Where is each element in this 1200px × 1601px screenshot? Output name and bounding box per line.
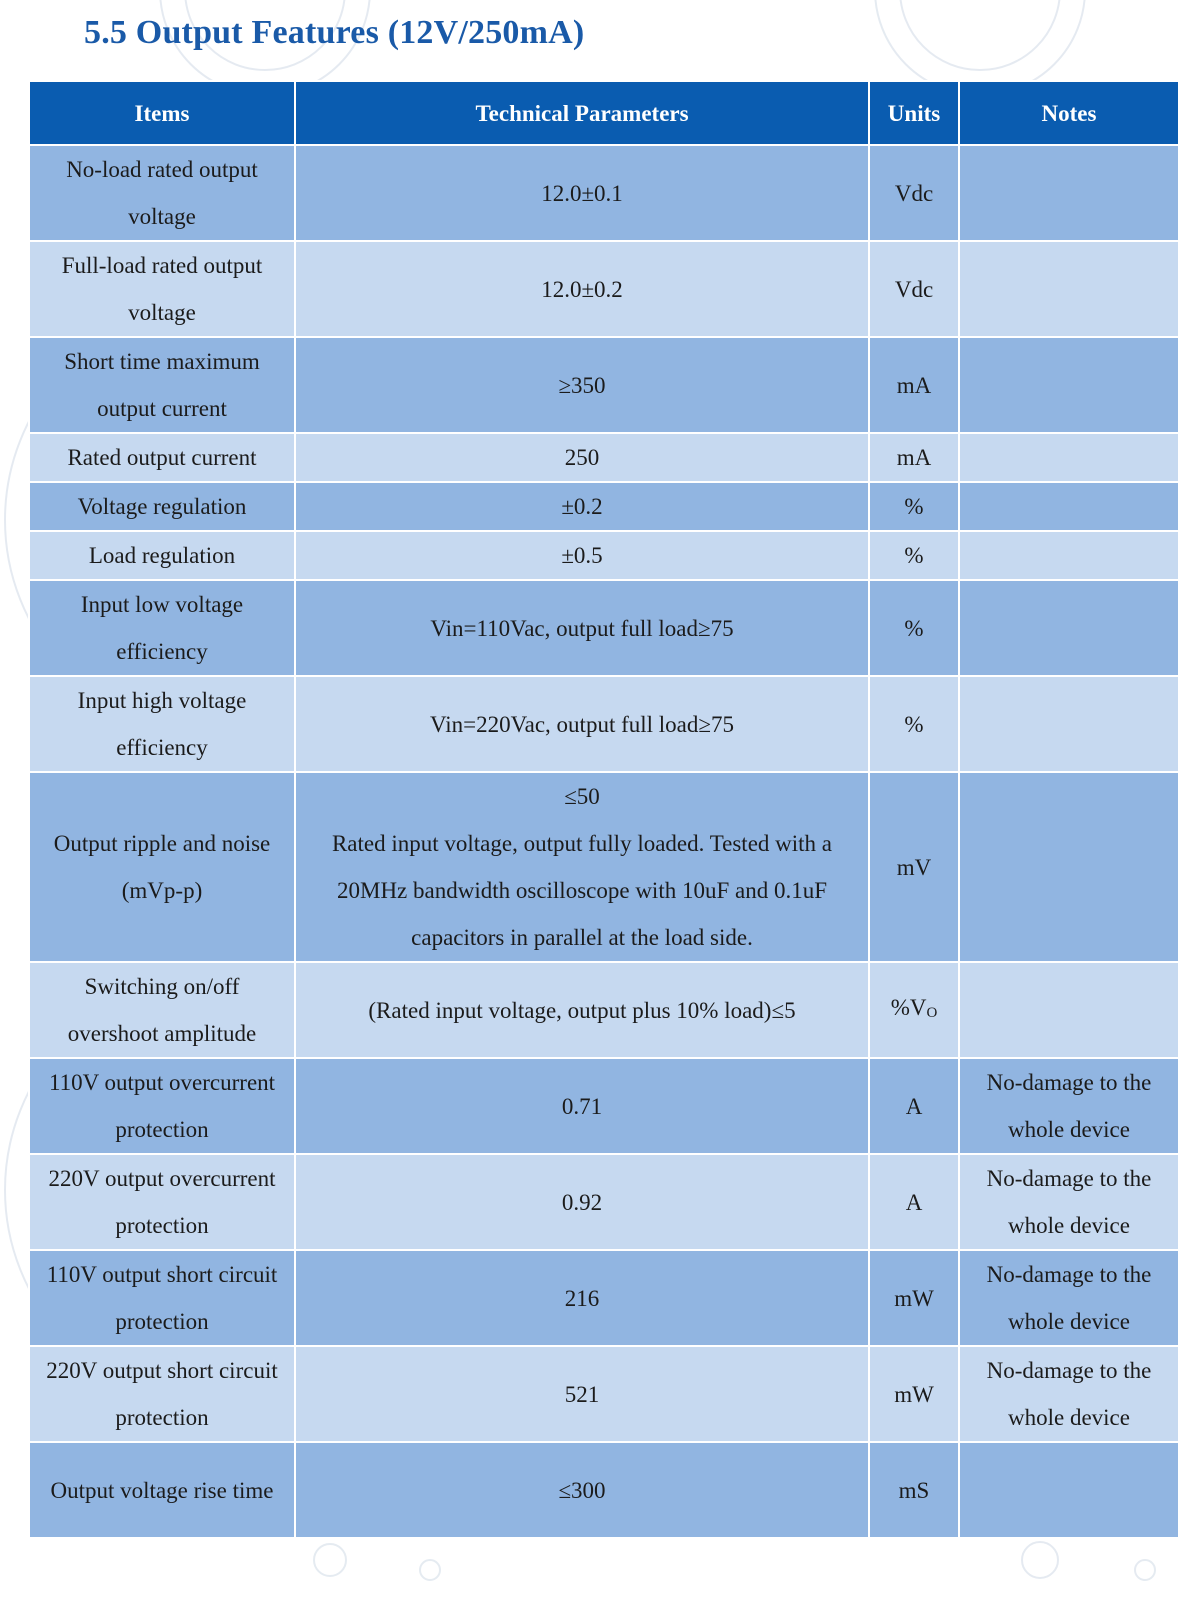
table-row (29, 433, 1179, 482)
item-cell: No-load rated output voltage (29, 145, 295, 241)
item-cell: 220V output overcurrent protection (29, 1154, 295, 1250)
parameter-cell: (Rated input voltage, output plus 10% load)≤5 (295, 962, 869, 1058)
table-row (29, 1442, 1179, 1538)
note-cell (959, 241, 1179, 337)
parameter-cell (295, 772, 869, 962)
item-cell: Output ripple and noise (mVp-p) (29, 772, 295, 962)
unit-cell: % (869, 531, 959, 580)
parameter-cell: 0.92 (295, 1154, 869, 1250)
table-row (29, 1154, 1179, 1250)
unit-cell: Vdc (869, 145, 959, 241)
unit-cell (869, 962, 959, 1058)
note-cell (959, 531, 1179, 580)
header-items: Items (29, 81, 295, 145)
table-row (29, 962, 1179, 1058)
note-cell (959, 1442, 1179, 1538)
note-cell: No-damage to the whole device (959, 1058, 1179, 1154)
item-cell: Switching on/off overshoot amplitude (29, 962, 295, 1058)
parameter-cell: ±0.2 (295, 482, 869, 531)
note-cell (959, 482, 1179, 531)
unit-cell: % (869, 676, 959, 772)
note-cell (959, 676, 1179, 772)
item-cell: Load regulation (29, 531, 295, 580)
table-row (29, 676, 1179, 772)
parameter-cell: ≥350 (295, 337, 869, 433)
note-cell: No-damage to the whole device (959, 1250, 1179, 1346)
note-cell (959, 433, 1179, 482)
parameter-cell: 0.71 (295, 1058, 869, 1154)
item-cell: Rated output current (29, 433, 295, 482)
note-cell (959, 337, 1179, 433)
item-cell: Input low voltage efficiency (29, 580, 295, 676)
page-title: 5.5 Output Features (12V/250mA) (84, 14, 585, 51)
parameter-cell: 12.0±0.2 (295, 241, 869, 337)
header-units: Units (869, 81, 959, 145)
table-row (29, 145, 1179, 241)
table-row (29, 1346, 1179, 1442)
note-cell (959, 145, 1179, 241)
note-cell (959, 962, 1179, 1058)
unit-cell: mS (869, 1442, 959, 1538)
note-cell (959, 772, 1179, 962)
unit-subscript: O (926, 1004, 938, 1021)
item-cell: Voltage regulation (29, 482, 295, 531)
table-row (29, 482, 1179, 531)
table-row (29, 1058, 1179, 1154)
unit-cell: A (869, 1154, 959, 1250)
unit-main: %V (890, 994, 927, 1020)
parameter-cell: 12.0±0.1 (295, 145, 869, 241)
output-features-table (28, 80, 1180, 1539)
header-technical-parameters: Technical Parameters (295, 81, 869, 145)
parameter-cell: 250 (295, 433, 869, 482)
parameter-cell: 216 (295, 1250, 869, 1346)
note-cell: No-damage to the whole device (959, 1154, 1179, 1250)
unit-cell: mW (869, 1250, 959, 1346)
parameter-cell: Vin=110Vac, output full load≥75 (295, 580, 869, 676)
table-row (29, 241, 1179, 337)
table-row (29, 531, 1179, 580)
note-cell (959, 580, 1179, 676)
unit-cell: A (869, 1058, 959, 1154)
table-row (29, 337, 1179, 433)
item-cell: Short time maximum output current (29, 337, 295, 433)
parameter-value: ≤50 (564, 784, 600, 809)
unit-cell: mV (869, 772, 959, 962)
unit-cell: mA (869, 433, 959, 482)
unit-cell: % (869, 580, 959, 676)
table-row (29, 580, 1179, 676)
parameter-cell: Vin=220Vac, output full load≥75 (295, 676, 869, 772)
parameter-cell: 521 (295, 1346, 869, 1442)
item-cell: 110V output overcurrent protection (29, 1058, 295, 1154)
parameter-test-conditions: Rated input voltage, output fully loaded. Tested with a 20MHz bandwidth oscilloscope with 10uF and 0.1uF capacitors in parallel at the load side. (331, 831, 833, 950)
item-cell: Input high voltage efficiency (29, 676, 295, 772)
item-cell: Output voltage rise time (29, 1442, 295, 1538)
item-cell: 220V output short circuit protection (29, 1346, 295, 1442)
parameter-cell: ≤300 (295, 1442, 869, 1538)
note-cell: No-damage to the whole device (959, 1346, 1179, 1442)
unit-cell: % (869, 482, 959, 531)
item-cell: 110V output short circuit protection (29, 1250, 295, 1346)
unit-cell: Vdc (869, 241, 959, 337)
unit-cell: mW (869, 1346, 959, 1442)
item-cell: Full-load rated output voltage (29, 241, 295, 337)
table-header-row (29, 81, 1179, 145)
table-row (29, 772, 1179, 962)
parameter-cell: ±0.5 (295, 531, 869, 580)
header-notes: Notes (959, 81, 1179, 145)
table-row (29, 1250, 1179, 1346)
unit-cell: mA (869, 337, 959, 433)
